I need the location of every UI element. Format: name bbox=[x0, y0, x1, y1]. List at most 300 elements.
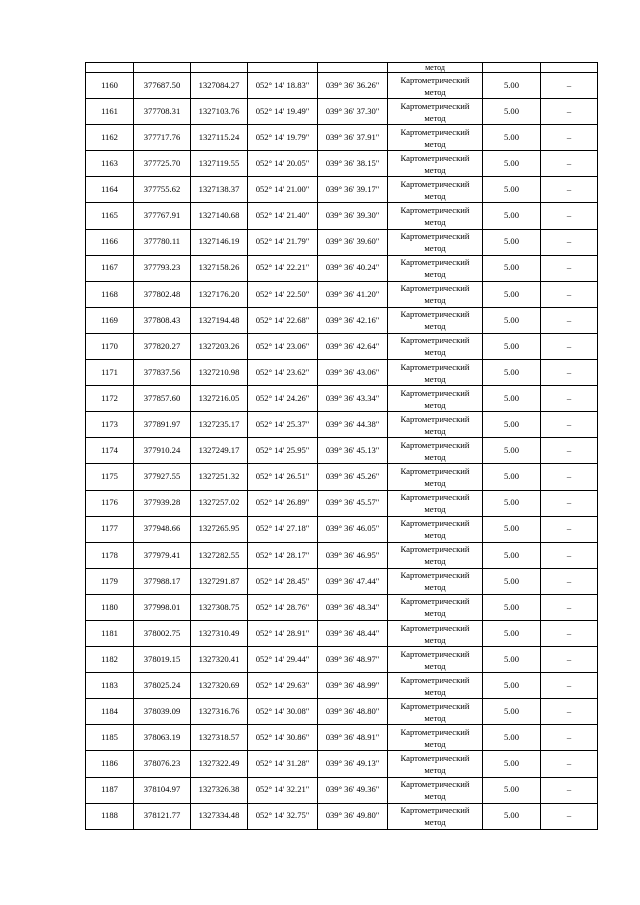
method-line-1: Картометрический bbox=[400, 544, 470, 555]
method-line-2: метод bbox=[424, 321, 446, 332]
method-cell bbox=[388, 594, 483, 620]
x-coordinate-cell: 377998.01 bbox=[134, 594, 191, 620]
x-coordinate-cell: 377717.76 bbox=[134, 125, 191, 151]
accuracy-cell: 5.00 bbox=[483, 386, 541, 412]
point-number-cell: 1185 bbox=[86, 725, 134, 751]
longitude-cell: 039° 36' 47.44" bbox=[318, 568, 388, 594]
x-coordinate-cell: 377755.62 bbox=[134, 177, 191, 203]
accuracy-cell: 5.00 bbox=[483, 647, 541, 673]
point-number-cell: 1186 bbox=[86, 751, 134, 777]
latitude-cell: 052° 14' 19.79" bbox=[248, 125, 318, 151]
description-cell: – bbox=[541, 412, 598, 438]
longitude-cell: 039° 36' 49.13" bbox=[318, 751, 388, 777]
latitude-cell: 052° 14' 25.37" bbox=[248, 412, 318, 438]
point-number-cell: 1163 bbox=[86, 151, 134, 177]
method-line-2: метод bbox=[424, 269, 446, 280]
method-line-1: Картометрический bbox=[400, 518, 470, 529]
accuracy-cell: 5.00 bbox=[483, 620, 541, 646]
longitude-cell: 039° 36' 40.24" bbox=[318, 255, 388, 281]
longitude-cell: 039° 36' 46.95" bbox=[318, 542, 388, 568]
method-line-2: метод bbox=[424, 738, 446, 749]
longitude-cell: 039° 36' 44.38" bbox=[318, 412, 388, 438]
point-number-cell: 1180 bbox=[86, 594, 134, 620]
longitude-cell: 039° 36' 41.20" bbox=[318, 281, 388, 307]
y-coordinate-cell: 1327115.24 bbox=[191, 125, 248, 151]
longitude-cell: 039° 36' 42.64" bbox=[318, 333, 388, 359]
method-tail-cell: метод bbox=[388, 63, 483, 73]
point-number-cell: 1165 bbox=[86, 203, 134, 229]
table-row bbox=[86, 620, 598, 646]
y-coordinate-cell: 1327084.27 bbox=[191, 73, 248, 99]
description-cell: – bbox=[541, 386, 598, 412]
table-row bbox=[86, 673, 598, 699]
method-cell bbox=[388, 386, 483, 412]
latitude-cell: 052° 14' 28.45" bbox=[248, 568, 318, 594]
table-row bbox=[86, 777, 598, 803]
cell-empty bbox=[191, 63, 248, 73]
table-row bbox=[86, 699, 598, 725]
x-coordinate-cell: 377780.11 bbox=[134, 229, 191, 255]
y-coordinate-cell: 1327320.41 bbox=[191, 647, 248, 673]
point-number-cell: 1183 bbox=[86, 673, 134, 699]
method-line-2: метод bbox=[424, 243, 446, 254]
latitude-cell: 052° 14' 21.00" bbox=[248, 177, 318, 203]
method-line-1: Картометрический bbox=[400, 779, 470, 790]
method-line-1: Картометрический bbox=[400, 178, 470, 189]
method-line-2: метод bbox=[424, 764, 446, 775]
description-cell: – bbox=[541, 333, 598, 359]
method-cell bbox=[388, 647, 483, 673]
method-cell bbox=[388, 99, 483, 125]
point-number-cell: 1172 bbox=[86, 386, 134, 412]
method-cell bbox=[388, 255, 483, 281]
x-coordinate-cell: 377927.55 bbox=[134, 464, 191, 490]
method-cell bbox=[388, 281, 483, 307]
x-coordinate-cell: 377837.56 bbox=[134, 360, 191, 386]
method-line-2: метод bbox=[424, 164, 446, 175]
method-line-1: Картометрический bbox=[400, 726, 470, 737]
y-coordinate-cell: 1327318.57 bbox=[191, 725, 248, 751]
method-cell bbox=[388, 542, 483, 568]
y-coordinate-cell: 1327322.49 bbox=[191, 751, 248, 777]
y-coordinate-cell: 1327291.87 bbox=[191, 568, 248, 594]
latitude-cell: 052° 14' 18.83" bbox=[248, 73, 318, 99]
method-cell bbox=[388, 333, 483, 359]
description-cell: – bbox=[541, 516, 598, 542]
longitude-cell: 039° 36' 45.57" bbox=[318, 490, 388, 516]
method-line-1: Картометрический bbox=[400, 309, 470, 320]
method-line-1: Картометрический bbox=[400, 805, 470, 816]
method-line-2: метод bbox=[424, 556, 446, 567]
method-cell bbox=[388, 673, 483, 699]
description-cell: – bbox=[541, 464, 598, 490]
method-line-1: Картометрический bbox=[400, 596, 470, 607]
method-cell bbox=[388, 73, 483, 99]
longitude-cell: 039° 36' 45.13" bbox=[318, 438, 388, 464]
latitude-cell: 052° 14' 22.21" bbox=[248, 255, 318, 281]
longitude-cell: 039° 36' 43.06" bbox=[318, 360, 388, 386]
x-coordinate-cell: 377988.17 bbox=[134, 568, 191, 594]
method-line-1: Картометрический bbox=[400, 752, 470, 763]
table-row bbox=[86, 281, 598, 307]
table-row bbox=[86, 360, 598, 386]
latitude-cell: 052° 14' 22.50" bbox=[248, 281, 318, 307]
method-line-1: Картометрический bbox=[400, 465, 470, 476]
table-row bbox=[86, 125, 598, 151]
latitude-cell: 052° 14' 28.76" bbox=[248, 594, 318, 620]
accuracy-cell: 5.00 bbox=[483, 360, 541, 386]
description-cell: – bbox=[541, 673, 598, 699]
accuracy-cell: 5.00 bbox=[483, 203, 541, 229]
description-cell: – bbox=[541, 177, 598, 203]
accuracy-cell: 5.00 bbox=[483, 594, 541, 620]
table-row bbox=[86, 151, 598, 177]
method-cell bbox=[388, 699, 483, 725]
method-line-1: Картометрический bbox=[400, 283, 470, 294]
accuracy-cell: 5.00 bbox=[483, 464, 541, 490]
longitude-cell: 039° 36' 42.16" bbox=[318, 307, 388, 333]
table-row bbox=[86, 333, 598, 359]
y-coordinate-cell: 1327140.68 bbox=[191, 203, 248, 229]
accuracy-cell: 5.00 bbox=[483, 99, 541, 125]
x-coordinate-cell: 377687.50 bbox=[134, 73, 191, 99]
longitude-cell: 039° 36' 38.15" bbox=[318, 151, 388, 177]
point-number-cell: 1182 bbox=[86, 647, 134, 673]
description-cell: – bbox=[541, 255, 598, 281]
method-line-2: метод bbox=[424, 634, 446, 645]
point-number-cell: 1169 bbox=[86, 307, 134, 333]
x-coordinate-cell: 377857.60 bbox=[134, 386, 191, 412]
table-row bbox=[86, 307, 598, 333]
longitude-cell: 039° 36' 36.26" bbox=[318, 73, 388, 99]
table-row bbox=[86, 751, 598, 777]
x-coordinate-cell: 377802.48 bbox=[134, 281, 191, 307]
latitude-cell: 052° 14' 26.51" bbox=[248, 464, 318, 490]
latitude-cell: 052° 14' 20.05" bbox=[248, 151, 318, 177]
table-row bbox=[86, 438, 598, 464]
y-coordinate-cell: 1327146.19 bbox=[191, 229, 248, 255]
method-line-2: метод bbox=[424, 295, 446, 306]
x-coordinate-cell: 378025.24 bbox=[134, 673, 191, 699]
method-line-2: метод bbox=[424, 608, 446, 619]
description-cell: – bbox=[541, 203, 598, 229]
method-line-1: Картометрический bbox=[400, 74, 470, 85]
table-row bbox=[86, 412, 598, 438]
x-coordinate-cell: 377708.31 bbox=[134, 99, 191, 125]
cell-empty bbox=[318, 63, 388, 73]
longitude-cell: 039° 36' 48.97" bbox=[318, 647, 388, 673]
method-line-2: метод bbox=[424, 112, 446, 123]
method-line-1: Картометрический bbox=[400, 257, 470, 268]
y-coordinate-cell: 1327158.26 bbox=[191, 255, 248, 281]
method-line-2: метод bbox=[424, 477, 446, 488]
latitude-cell: 052° 14' 25.95" bbox=[248, 438, 318, 464]
description-cell: – bbox=[541, 99, 598, 125]
method-cell bbox=[388, 177, 483, 203]
longitude-cell: 039° 36' 49.80" bbox=[318, 803, 388, 829]
point-number-cell: 1168 bbox=[86, 281, 134, 307]
accuracy-cell: 5.00 bbox=[483, 229, 541, 255]
table-row bbox=[86, 386, 598, 412]
method-cell bbox=[388, 803, 483, 829]
method-cell bbox=[388, 464, 483, 490]
accuracy-cell: 5.00 bbox=[483, 333, 541, 359]
table-row bbox=[86, 542, 598, 568]
y-coordinate-cell: 1327176.20 bbox=[191, 281, 248, 307]
method-line-1: Картометрический bbox=[400, 700, 470, 711]
accuracy-cell: 5.00 bbox=[483, 438, 541, 464]
method-line-1: Картометрический bbox=[400, 231, 470, 242]
point-number-cell: 1187 bbox=[86, 777, 134, 803]
y-coordinate-cell: 1327320.69 bbox=[191, 673, 248, 699]
description-cell: – bbox=[541, 307, 598, 333]
table-row bbox=[86, 803, 598, 829]
method-cell bbox=[388, 620, 483, 646]
cell-empty bbox=[134, 63, 191, 73]
y-coordinate-cell: 1327334.48 bbox=[191, 803, 248, 829]
method-cell bbox=[388, 751, 483, 777]
method-line-1: Картометрический bbox=[400, 439, 470, 450]
description-cell: – bbox=[541, 594, 598, 620]
y-coordinate-cell: 1327257.02 bbox=[191, 490, 248, 516]
method-cell bbox=[388, 438, 483, 464]
latitude-cell: 052° 14' 22.68" bbox=[248, 307, 318, 333]
point-number-cell: 1173 bbox=[86, 412, 134, 438]
method-line-2: метод bbox=[424, 660, 446, 671]
point-number-cell: 1179 bbox=[86, 568, 134, 594]
accuracy-cell: 5.00 bbox=[483, 177, 541, 203]
method-line-1: Картометрический bbox=[400, 205, 470, 216]
longitude-cell: 039° 36' 39.17" bbox=[318, 177, 388, 203]
method-line-1: Картометрический bbox=[400, 100, 470, 111]
x-coordinate-cell: 378019.15 bbox=[134, 647, 191, 673]
y-coordinate-cell: 1327282.55 bbox=[191, 542, 248, 568]
table-row bbox=[86, 490, 598, 516]
method-line-1: Картометрический bbox=[400, 648, 470, 659]
x-coordinate-cell: 378104.97 bbox=[134, 777, 191, 803]
latitude-cell: 052° 14' 31.28" bbox=[248, 751, 318, 777]
description-cell: – bbox=[541, 620, 598, 646]
method-cell bbox=[388, 490, 483, 516]
latitude-cell: 052° 14' 32.21" bbox=[248, 777, 318, 803]
y-coordinate-cell: 1327203.26 bbox=[191, 333, 248, 359]
x-coordinate-cell: 377910.24 bbox=[134, 438, 191, 464]
point-number-cell: 1162 bbox=[86, 125, 134, 151]
description-cell: – bbox=[541, 151, 598, 177]
longitude-cell: 039° 36' 48.44" bbox=[318, 620, 388, 646]
cell-empty bbox=[541, 63, 598, 73]
longitude-cell: 039° 36' 49.36" bbox=[318, 777, 388, 803]
method-cell bbox=[388, 151, 483, 177]
x-coordinate-cell: 377891.97 bbox=[134, 412, 191, 438]
table-row bbox=[86, 73, 598, 99]
method-line-2: метод bbox=[424, 399, 446, 410]
description-cell: – bbox=[541, 568, 598, 594]
point-number-cell: 1188 bbox=[86, 803, 134, 829]
description-cell: – bbox=[541, 725, 598, 751]
accuracy-cell: 5.00 bbox=[483, 490, 541, 516]
method-line-2: метод bbox=[424, 791, 446, 802]
description-cell: – bbox=[541, 699, 598, 725]
latitude-cell: 052° 14' 30.86" bbox=[248, 725, 318, 751]
latitude-cell: 052° 14' 28.91" bbox=[248, 620, 318, 646]
y-coordinate-cell: 1327119.55 bbox=[191, 151, 248, 177]
description-cell: – bbox=[541, 803, 598, 829]
point-number-cell: 1184 bbox=[86, 699, 134, 725]
description-cell: – bbox=[541, 751, 598, 777]
method-cell bbox=[388, 412, 483, 438]
cell-empty bbox=[483, 63, 541, 73]
table-body bbox=[86, 63, 598, 830]
accuracy-cell: 5.00 bbox=[483, 803, 541, 829]
description-cell: – bbox=[541, 777, 598, 803]
point-number-cell: 1164 bbox=[86, 177, 134, 203]
method-line-2: метод bbox=[424, 686, 446, 697]
y-coordinate-cell: 1327235.17 bbox=[191, 412, 248, 438]
accuracy-cell: 5.00 bbox=[483, 751, 541, 777]
method-line-1: Картометрический bbox=[400, 152, 470, 163]
table-row bbox=[86, 177, 598, 203]
description-cell: – bbox=[541, 125, 598, 151]
method-cell bbox=[388, 307, 483, 333]
method-line-2: метод bbox=[424, 712, 446, 723]
y-coordinate-cell: 1327308.75 bbox=[191, 594, 248, 620]
method-line-2: метод bbox=[424, 347, 446, 358]
y-coordinate-cell: 1327251.32 bbox=[191, 464, 248, 490]
x-coordinate-cell: 377948.66 bbox=[134, 516, 191, 542]
longitude-cell: 039° 36' 43.34" bbox=[318, 386, 388, 412]
description-cell: – bbox=[541, 281, 598, 307]
description-cell: – bbox=[541, 647, 598, 673]
y-coordinate-cell: 1327210.98 bbox=[191, 360, 248, 386]
x-coordinate-cell: 377939.28 bbox=[134, 490, 191, 516]
method-line-1: Картометрический bbox=[400, 570, 470, 581]
accuracy-cell: 5.00 bbox=[483, 777, 541, 803]
table-row bbox=[86, 255, 598, 281]
method-line-1: Картометрический bbox=[400, 361, 470, 372]
x-coordinate-cell: 377808.43 bbox=[134, 307, 191, 333]
point-number-cell: 1177 bbox=[86, 516, 134, 542]
method-line-2: метод bbox=[424, 504, 446, 515]
longitude-cell: 039° 36' 48.80" bbox=[318, 699, 388, 725]
point-number-cell: 1161 bbox=[86, 99, 134, 125]
x-coordinate-cell: 378076.23 bbox=[134, 751, 191, 777]
latitude-cell: 052° 14' 23.06" bbox=[248, 333, 318, 359]
description-cell: – bbox=[541, 360, 598, 386]
accuracy-cell: 5.00 bbox=[483, 151, 541, 177]
x-coordinate-cell: 377767.91 bbox=[134, 203, 191, 229]
longitude-cell: 039° 36' 37.91" bbox=[318, 125, 388, 151]
description-cell: – bbox=[541, 542, 598, 568]
table-row bbox=[86, 594, 598, 620]
longitude-cell: 039° 36' 39.30" bbox=[318, 203, 388, 229]
latitude-cell: 052° 14' 21.40" bbox=[248, 203, 318, 229]
cell-empty bbox=[86, 63, 134, 73]
point-number-cell: 1178 bbox=[86, 542, 134, 568]
table-row bbox=[86, 647, 598, 673]
accuracy-cell: 5.00 bbox=[483, 673, 541, 699]
y-coordinate-cell: 1327138.37 bbox=[191, 177, 248, 203]
method-line-1: Картометрический bbox=[400, 674, 470, 685]
point-number-cell: 1166 bbox=[86, 229, 134, 255]
continuation-row bbox=[86, 63, 598, 73]
method-line-2: метод bbox=[424, 86, 446, 97]
latitude-cell: 052° 14' 28.17" bbox=[248, 542, 318, 568]
x-coordinate-cell: 378121.77 bbox=[134, 803, 191, 829]
latitude-cell: 052° 14' 21.79" bbox=[248, 229, 318, 255]
method-line-1: Картометрический bbox=[400, 387, 470, 398]
point-number-cell: 1175 bbox=[86, 464, 134, 490]
table-row bbox=[86, 229, 598, 255]
x-coordinate-cell: 378063.19 bbox=[134, 725, 191, 751]
description-cell: – bbox=[541, 73, 598, 99]
cell-empty bbox=[248, 63, 318, 73]
description-cell: – bbox=[541, 438, 598, 464]
latitude-cell: 052° 14' 23.62" bbox=[248, 360, 318, 386]
y-coordinate-cell: 1327310.49 bbox=[191, 620, 248, 646]
latitude-cell: 052° 14' 32.75" bbox=[248, 803, 318, 829]
accuracy-cell: 5.00 bbox=[483, 542, 541, 568]
method-line-1: Картометрический bbox=[400, 335, 470, 346]
x-coordinate-cell: 377793.23 bbox=[134, 255, 191, 281]
x-coordinate-cell: 377979.41 bbox=[134, 542, 191, 568]
y-coordinate-cell: 1327265.95 bbox=[191, 516, 248, 542]
accuracy-cell: 5.00 bbox=[483, 73, 541, 99]
y-coordinate-cell: 1327249.17 bbox=[191, 438, 248, 464]
y-coordinate-cell: 1327194.48 bbox=[191, 307, 248, 333]
method-cell bbox=[388, 125, 483, 151]
table-row bbox=[86, 203, 598, 229]
method-line-2: метод bbox=[424, 530, 446, 541]
method-cell bbox=[388, 229, 483, 255]
latitude-cell: 052° 14' 30.08" bbox=[248, 699, 318, 725]
longitude-cell: 039° 36' 48.34" bbox=[318, 594, 388, 620]
method-line-2: метод bbox=[424, 373, 446, 384]
y-coordinate-cell: 1327103.76 bbox=[191, 99, 248, 125]
latitude-cell: 052° 14' 29.44" bbox=[248, 647, 318, 673]
table-row bbox=[86, 99, 598, 125]
point-number-cell: 1174 bbox=[86, 438, 134, 464]
latitude-cell: 052° 14' 26.89" bbox=[248, 490, 318, 516]
y-coordinate-cell: 1327316.76 bbox=[191, 699, 248, 725]
point-number-cell: 1171 bbox=[86, 360, 134, 386]
longitude-cell: 039° 36' 37.30" bbox=[318, 99, 388, 125]
method-line-1: Картометрический bbox=[400, 413, 470, 424]
longitude-cell: 039° 36' 39.60" bbox=[318, 229, 388, 255]
latitude-cell: 052° 14' 29.63" bbox=[248, 673, 318, 699]
accuracy-cell: 5.00 bbox=[483, 255, 541, 281]
point-number-cell: 1160 bbox=[86, 73, 134, 99]
method-line-2: метод bbox=[424, 138, 446, 149]
latitude-cell: 052° 14' 19.49" bbox=[248, 99, 318, 125]
x-coordinate-cell: 378002.75 bbox=[134, 620, 191, 646]
longitude-cell: 039° 36' 45.26" bbox=[318, 464, 388, 490]
table-row bbox=[86, 464, 598, 490]
point-number-cell: 1181 bbox=[86, 620, 134, 646]
accuracy-cell: 5.00 bbox=[483, 281, 541, 307]
accuracy-cell: 5.00 bbox=[483, 516, 541, 542]
table-row bbox=[86, 568, 598, 594]
longitude-cell: 039° 36' 48.99" bbox=[318, 673, 388, 699]
longitude-cell: 039° 36' 48.91" bbox=[318, 725, 388, 751]
latitude-cell: 052° 14' 27.18" bbox=[248, 516, 318, 542]
description-cell: – bbox=[541, 490, 598, 516]
latitude-cell: 052° 14' 24.26" bbox=[248, 386, 318, 412]
table-row bbox=[86, 516, 598, 542]
accuracy-cell: 5.00 bbox=[483, 699, 541, 725]
table-row bbox=[86, 725, 598, 751]
method-cell bbox=[388, 777, 483, 803]
